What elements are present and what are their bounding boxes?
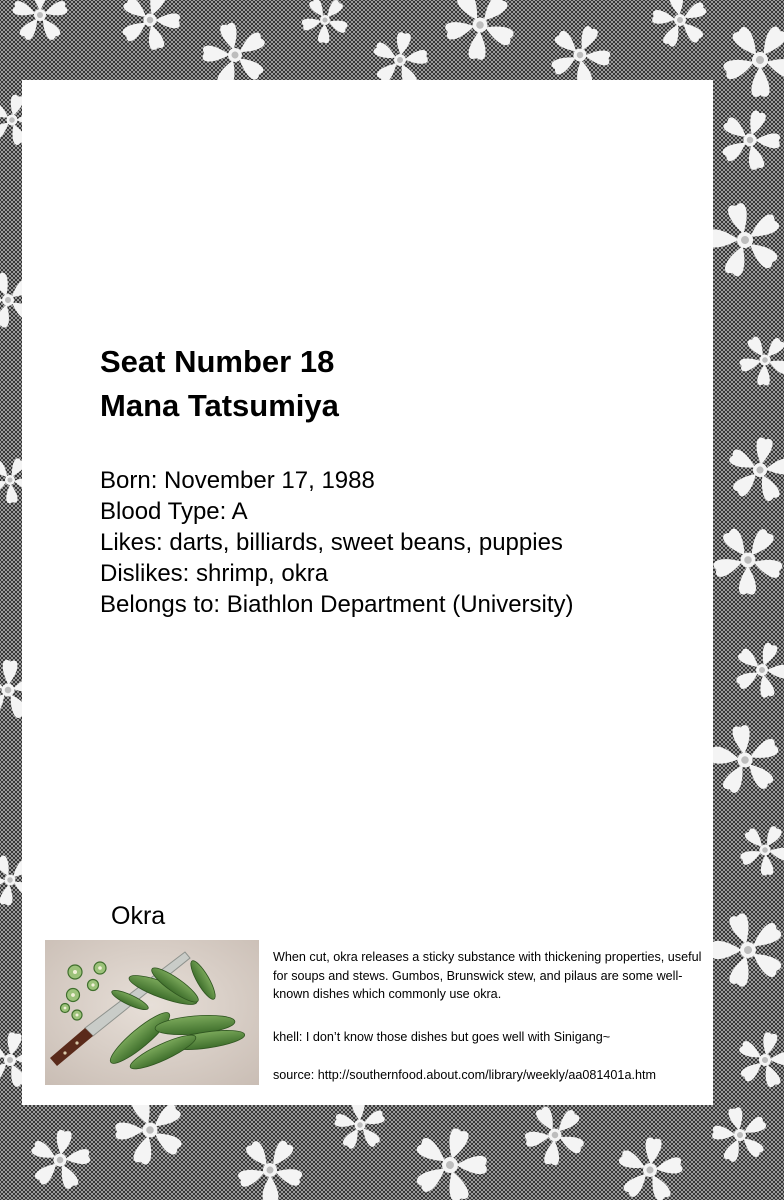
belongs-to-line: Belongs to: Biathlon Department (University) xyxy=(100,591,574,618)
okra-heading: Okra xyxy=(111,902,166,930)
born-line: Born: November 17, 1988 xyxy=(100,467,375,494)
likes-line: Likes: darts, billiards, sweet beans, puppies xyxy=(100,529,563,556)
source-link[interactable]: source: http://southernfood.about.com/library/weekly/aa081401a.htm xyxy=(273,1068,656,1082)
dislikes-line: Dislikes: shrimp, okra xyxy=(100,560,329,587)
okra-knife-photo xyxy=(45,940,259,1085)
blood-type-line: Blood Type: A xyxy=(100,498,248,525)
profile-title xyxy=(100,340,339,428)
character-name: Mana Tatsumiya xyxy=(100,388,339,423)
okra-description: When cut, okra releases a sticky substance with thickening properties, useful for soups and stews. Gumbos, Brunswick stew, and pilaus are some well-known dishes which commonly use okra. xyxy=(273,950,702,1001)
seat-number: Seat Number 18 xyxy=(100,344,335,379)
profile-details xyxy=(100,465,574,620)
translator-comment: khell: I don’t know those dishes but goes well with Sinigang~ xyxy=(273,1030,611,1044)
